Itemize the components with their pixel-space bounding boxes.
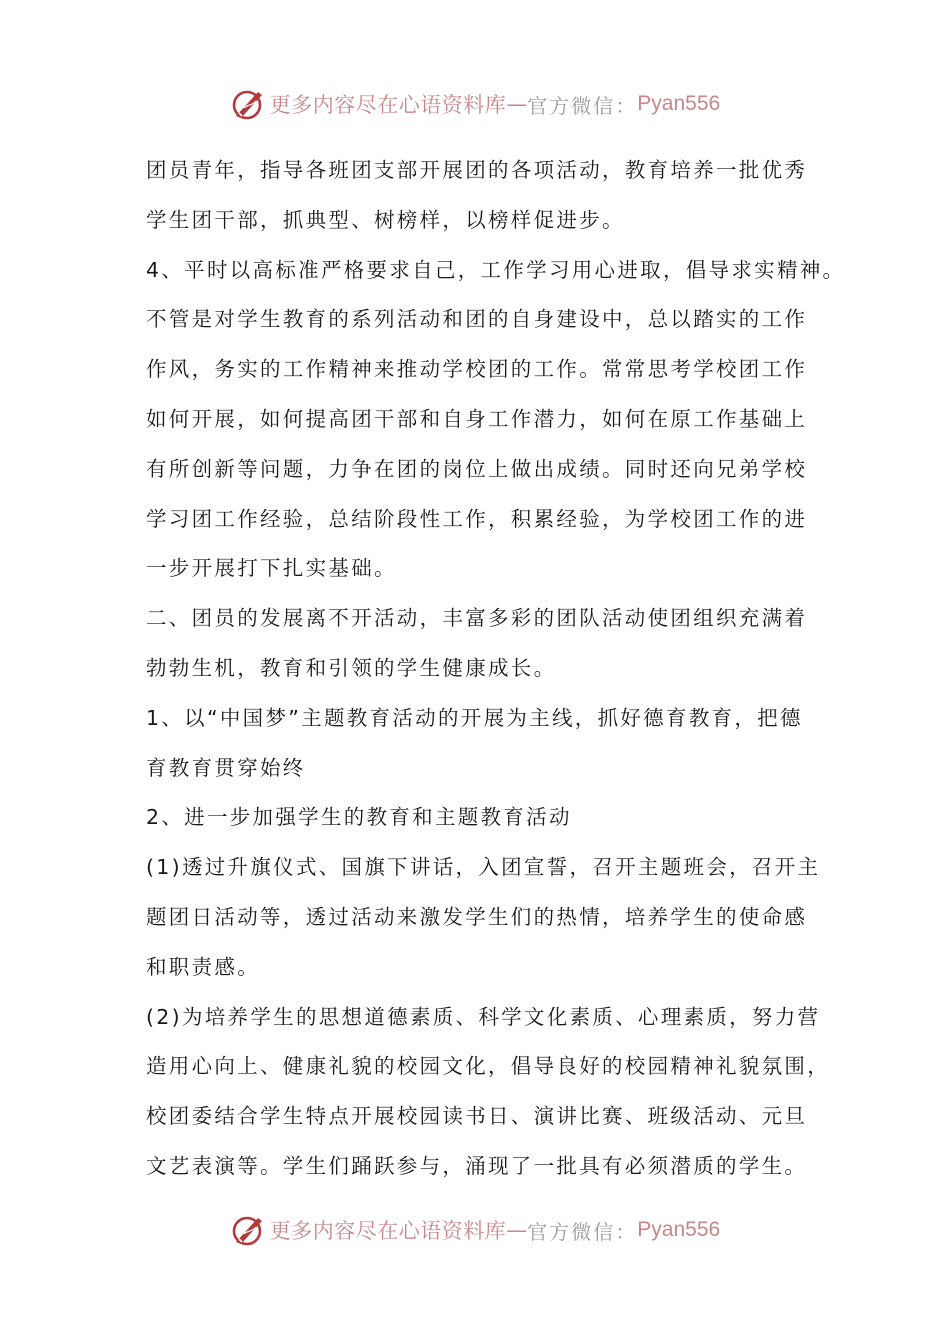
text-line: 校团委结合学生特点开展校园读书日、演讲比赛、班级活动、元旦	[146, 1104, 808, 1129]
text-line: 一步开展打下扎实基础。	[146, 556, 397, 581]
text-line: 如何开展，如何提高团干部和自身工作潜力，如何在原工作基础上	[146, 406, 808, 431]
banner-separator: —	[506, 92, 528, 116]
header-banner	[0, 84, 950, 124]
banner-wechat-label: 官方微信：	[527, 1219, 638, 1244]
text-line: 育教育贯穿始终	[146, 755, 306, 780]
text-line: 作风，务实的工作精神来推动学校团的工作。常常思考学校团工作	[146, 357, 808, 382]
pen-logo-icon	[230, 1212, 266, 1248]
text-line: 2、进一步加强学生的教育和主题教育活动	[146, 805, 572, 830]
text-line: 题团日活动等，透过活动来激发学生们的热情，培养学生的使命感	[146, 904, 808, 929]
text-line: 文艺表演等。学生们踊跃参与，涌现了一批具有必须潜质的学生。	[146, 1153, 808, 1178]
banner-wechat-id: Pyan556	[637, 1218, 721, 1241]
banner-wechat-id: Pyan556	[637, 92, 721, 115]
banner-separator: —	[506, 1218, 528, 1242]
banner-site-text: 更多内容尽在心语资料库	[269, 93, 507, 117]
banner-wechat-label: 官方微信：	[527, 93, 638, 118]
text-line: 4、平时以高标准严格要求自己，工作学习用心进取，倡导求实精神。	[146, 257, 846, 282]
text-line: 学生团干部，抓典型、树榜样，以榜样促进步。	[146, 207, 625, 232]
text-line: 团员青年，指导各班团支部开展团的各项活动，教育培养一批优秀	[146, 158, 808, 182]
text-line: (1)透过升旗仪式、国旗下讲话，入团宣誓，召开主题班会，召开主	[146, 855, 821, 880]
text-line: (2)为培养学生的思想道德素质、科学文化素质、心理素质，努力营	[146, 1004, 821, 1029]
text-line: 勃勃生机，教育和引领的学生健康成长。	[146, 655, 557, 680]
text-line: 二、团员的发展离不开活动，丰富多彩的团队活动使团组织充满着	[146, 606, 808, 631]
footer-banner	[0, 1210, 950, 1250]
text-line: 学习团工作经验，总结阶段性工作，积累经验，为学校团工作的进	[146, 506, 808, 531]
text-line: 有所创新等问题，力争在团的岗位上做出成绩。同时还向兄弟学校	[146, 456, 808, 481]
text-line: 1、以“中国梦”主题教育活动的开展为主线，抓好德育教育，把德	[146, 705, 803, 730]
banner-site-text: 更多内容尽在心语资料库	[269, 1219, 507, 1243]
text-line: 造用心向上、健康礼貌的校园文化，倡导良好的校园精神礼貌氛围，	[146, 1054, 830, 1079]
text-line: 和职责感。	[146, 954, 260, 979]
document-body	[146, 146, 846, 1192]
pen-logo-icon	[230, 86, 266, 122]
text-line: 不管是对学生教育的系列活动和团的自身建设中，总以踏实的工作	[146, 307, 808, 332]
